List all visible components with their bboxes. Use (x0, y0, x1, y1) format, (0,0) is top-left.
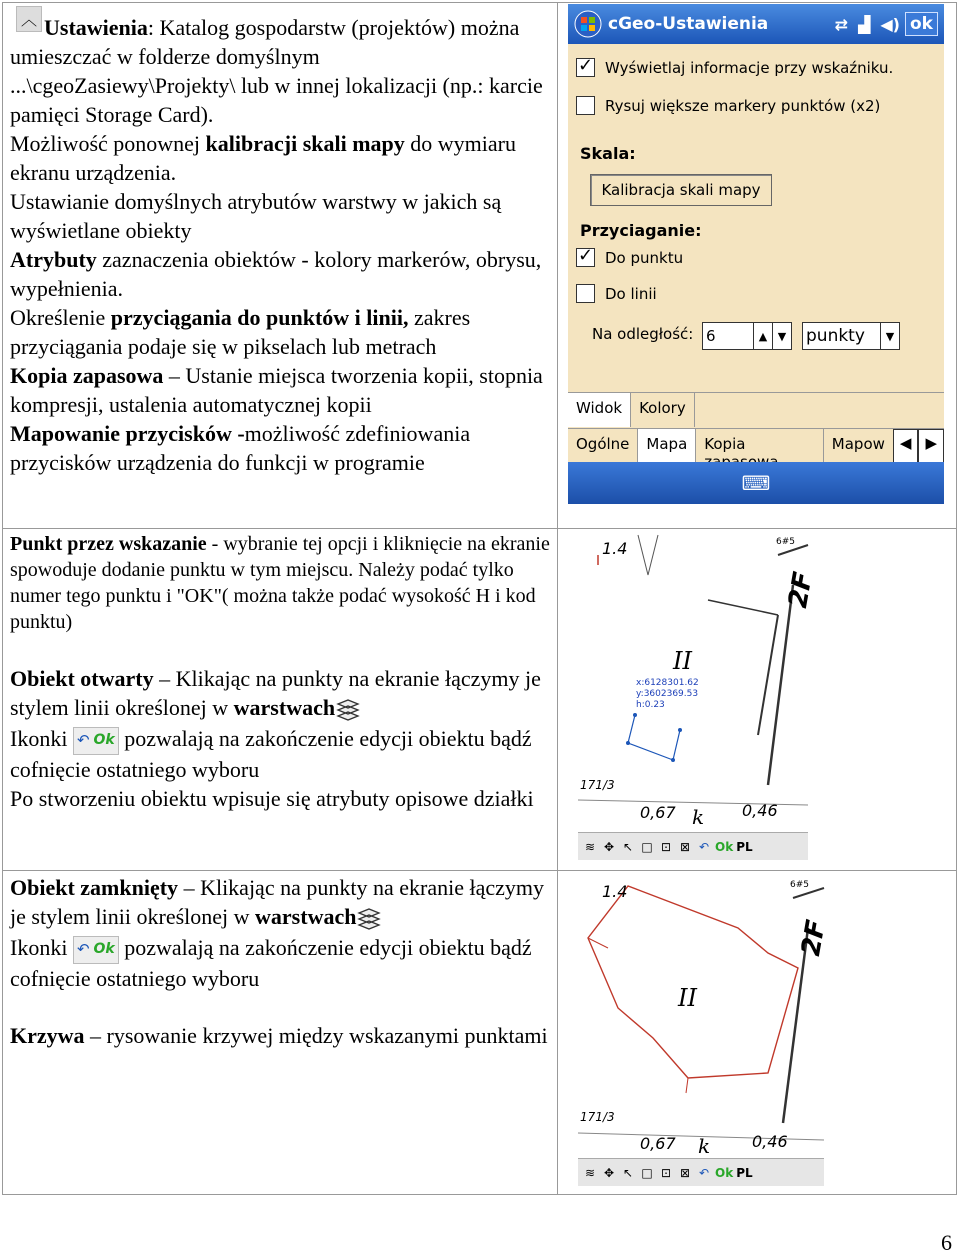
checkbox[interactable] (576, 96, 595, 115)
pointer-icon[interactable]: ↖ (622, 1165, 634, 1180)
zoom-window-icon[interactable]: ⊡ (660, 1165, 672, 1180)
map-drawing (578, 878, 824, 1158)
tab-ogolne[interactable]: Ogólne (568, 429, 638, 463)
tab-mapowanie[interactable]: Mapow (831, 435, 885, 453)
row-divider (2, 870, 957, 871)
pan-icon[interactable]: ✥ (603, 1165, 615, 1180)
signal-icon[interactable]: ▟ (858, 14, 871, 34)
spin-up-icon[interactable]: ▲ (753, 323, 772, 349)
map-screenshot-closed: 1.4 2F II 171/3 0,67 k 0,46 6#5 ≋ ✥ ↖ □ ⊡ ⊠ ↶ Ok PL (578, 878, 824, 1186)
ok-icon: Ok (93, 941, 115, 958)
language-icon[interactable]: PL (736, 839, 753, 854)
checkbox-snap-line[interactable]: Do linii (576, 284, 657, 303)
language-icon[interactable]: PL (736, 1165, 753, 1180)
zoom-extents-icon[interactable]: ⊠ (679, 839, 691, 854)
volume-icon[interactable]: ◀) (880, 14, 900, 34)
open-object-description: Obiekt otwarty – Klikając na punkty na ekranie łączymy je stylem linii określonej w warstwach Ikonki ↶ Ok pozwalają na zakończenie edycji obiektu bądź cofnięcie ostatniego wyboru Po stworzeniu obiektu wpisuje się atrybuty opisowe działki (10, 666, 541, 811)
map-toolbar (578, 832, 808, 860)
chevron-down-icon[interactable]: ▼ (880, 323, 899, 349)
collapse-icon[interactable]: ︿ (16, 6, 42, 32)
distance-label: Na odległość: (592, 325, 694, 343)
windows-logo-icon[interactable] (574, 10, 602, 38)
settings-title: Ustawienia (44, 15, 148, 40)
undo-ok-icons (73, 936, 119, 964)
map-toolbar (578, 1158, 824, 1186)
zoom-window-icon[interactable]: ⊡ (660, 839, 672, 854)
tab-row-1 (568, 392, 944, 427)
pointer-icon[interactable]: ↖ (622, 839, 634, 854)
checkbox[interactable] (576, 284, 595, 303)
layers-icon[interactable]: ≋ (584, 839, 596, 854)
point-description: Punkt przez wskazanie - wybranie tej opcji i kliknięcie na ekranie spowoduje dodanie punktu w tym miejscu. Należy podać tylko numer tego punktu i "OK"( można także podać wysokość H i kod punktu) (10, 533, 550, 633)
scale-label: Skala: (580, 144, 636, 163)
coordinate-readout: x:6128301.62 y:3602369.53 h:0.23 (636, 678, 699, 710)
tab-row-2 (568, 428, 944, 463)
layers-icon (356, 907, 382, 931)
checkbox-bigger-markers[interactable]: Rysuj większe markery punktów (x2) (576, 96, 880, 115)
checkbox-show-info[interactable]: ✓ Wyświetlaj informacje przy wskaźniku. (576, 58, 893, 77)
tab-mapa[interactable]: Mapa (638, 429, 696, 463)
settings-screenshot (568, 4, 944, 504)
table-divider (557, 2, 558, 1194)
ok-button[interactable]: ok (905, 12, 938, 36)
soft-keyboard-bar (568, 462, 944, 504)
undo-icon[interactable]: ↶ (698, 1165, 710, 1180)
checkbox-snap-point[interactable]: ✓ Do punktu (576, 248, 683, 267)
page-number: 6 (941, 1230, 952, 1255)
undo-icon[interactable]: ↶ (698, 839, 710, 854)
tab-scroll-left-icon[interactable]: ◀ (893, 429, 919, 463)
layers-icon (335, 698, 361, 722)
ok-icon[interactable]: Ok (715, 1165, 734, 1180)
tab-scroll-right-icon[interactable]: ▶ (918, 429, 944, 463)
ok-icon[interactable]: Ok (715, 839, 734, 854)
snapping-label: Przyciaganie: (580, 221, 702, 240)
window-title: cGeo-Ustawienia (608, 14, 769, 34)
spin-down-icon[interactable]: ▼ (772, 323, 791, 349)
connectivity-icon[interactable]: ⇄ (834, 14, 849, 34)
layers-icon[interactable]: ≋ (584, 1165, 596, 1180)
zoom-extents-icon[interactable]: ⊠ (679, 1165, 691, 1180)
unit-select[interactable]: punkty ▼ (802, 322, 900, 350)
undo-ok-icons (73, 727, 119, 755)
row-divider (2, 528, 957, 529)
ok-icon: Ok (93, 732, 115, 749)
checkbox[interactable] (576, 58, 595, 77)
tab-kopia[interactable]: Kopia (696, 429, 824, 463)
closed-object-description: Obiekt zamknięty – Klikając na punkty na ekranie łączymy je stylem linii określonej w warstwach Ikonki ↶ Ok pozwalają na zakończenie edycji obiektu bądź cofnięcie ostatniego wyboru Krzywa – rysowanie krzywej między wskazanymi punktami (10, 875, 548, 1048)
title-bar (568, 4, 944, 44)
undo-icon: ↶ (76, 940, 90, 959)
tab-kolory[interactable]: Kolory (631, 393, 695, 427)
calibrate-scale-button[interactable]: Kalibracja skali mapy (590, 174, 772, 206)
tab-widok[interactable]: Widok (568, 393, 631, 427)
checkbox[interactable] (576, 248, 595, 267)
rectangle-icon[interactable]: □ (641, 839, 653, 854)
keyboard-icon[interactable]: ⌨ (741, 471, 771, 495)
rectangle-icon[interactable]: □ (641, 1165, 653, 1180)
undo-icon: ↶ (76, 731, 90, 750)
pan-icon[interactable]: ✥ (603, 839, 615, 854)
map-screenshot-open: 1.4 2F II 171/3 0,67 k 0,46 6#5 x:6128301.62 y:3602369.53 h:0.23 ≋ ✥ ↖ □ ⊡ ⊠ ↶ Ok PL (578, 535, 808, 860)
settings-description: Ustawienia: Katalog gospodarstw (projektów) można umieszczać w folderze domyślnym ...\cgeoZasiewy\Projekty\ lub w innej lokalizacji (np.: karcie pamięci Storage Card). Możliwość ponownej kalibracji skali mapy do wymiaru ekranu urządzenia. Ustawianie domyślnych atrybutów warstwy w jakich są wyświetlane obiekty Atrybuty zaznaczenia obiektów - kolory markerów, obrysu, wypełnienia. Określenie przyciągania do punktów i linii, zakres przyciągania podaje się w pikselach lub metrach Kopia zapasowa – Ustanie miejsca tworzenia kopii, stopnia kompresji, ustalenia automatycznej kopii Mapowanie przycisków -możliwość zdefiniowania przycisków urządzenia do funkcji w programie (10, 15, 543, 475)
distance-stepper[interactable]: 6 ▲ ▼ (702, 322, 792, 350)
